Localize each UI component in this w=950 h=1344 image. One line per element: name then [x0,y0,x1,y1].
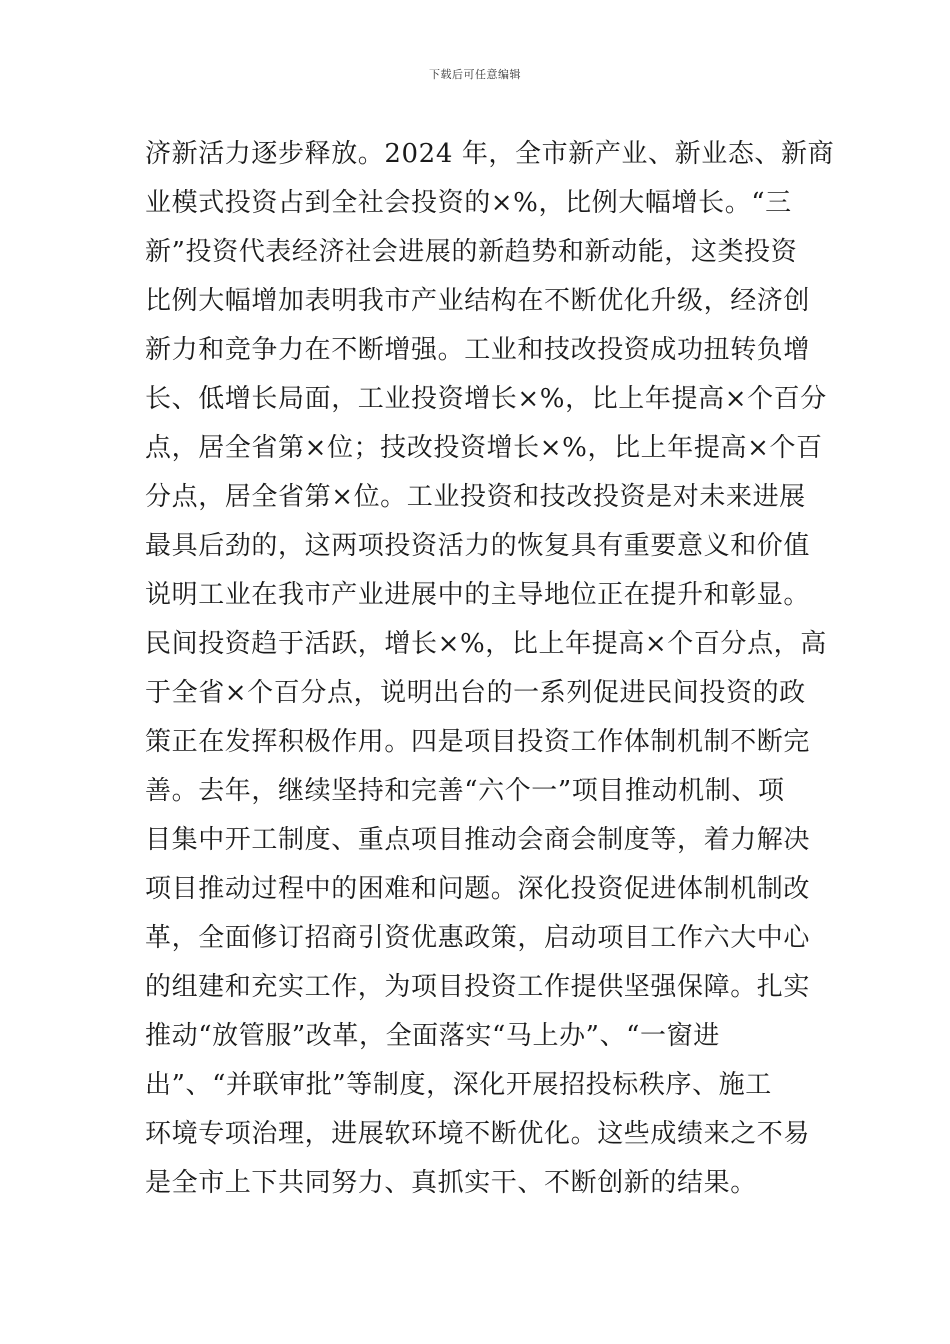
body-line: 新力和竞争力在不断增强。工业和技改投资成功扭转负增 [145,335,811,365]
body-line: 于全省×个百分点，说明出台的一系列促进民间投资的政 [145,678,806,708]
body-line: 济新活力逐步释放。2024 年，全市新产业、新业态、新商 [145,139,835,169]
body-line: 最具后劲的，这两项投资活力的恢复具有重要意义和价值 [145,531,811,561]
body-line: 革，全面修订招商引资优惠政策，启动项目工作六大中心 [145,923,811,953]
body-line: 环境专项治理，进展软环境不断优化。这些成绩来之不易 [145,1119,811,1149]
document-body [145,130,835,1208]
body-line: 策正在发挥积极作用。四是项目投资工作体制机制不断完 [145,727,811,757]
body-line: 说明工业在我市产业进展中的主导地位正在提升和彰显。 [145,580,811,610]
page-header: 下载后可任意编辑 [429,68,521,81]
body-line: 长、低增长局面，工业投资增长×%，比上年提高×个百分 [145,384,827,414]
body-line: 民间投资趋于活跃，增长×%，比上年提高×个百分点，高 [145,629,827,659]
body-line: 点，居全省第×位；技改投资增长×%，比上年提高×个百 [145,433,823,463]
body-line: 善。去年，继续坚持和完善“六个一”项目推动机制、项 [145,776,785,806]
body-line: 目集中开工制度、重点项目推动会商会制度等，着力解决 [145,825,811,855]
body-line: 业模式投资占到全社会投资的×%，比例大幅增长。“三 [145,188,792,218]
body-line: 项目推动过程中的困难和问题。深化投资促进体制机制改 [145,874,811,904]
body-line: 比例大幅增加表明我市产业结构在不断优化升级，经济创 [145,286,811,316]
body-line: 的组建和充实工作，为项目投资工作提供坚强保障。扎实 [145,972,811,1002]
body-line: 分点，居全省第×位。工业投资和技改投资是对未来进展 [145,482,806,512]
body-line: 推动“放管服”改革，全面落实“马上办”、“一窗进 [145,1021,720,1051]
body-line: 出”、“并联审批”等制度，深化开展招投标秩序、施工 [145,1070,772,1100]
body-line: 新”投资代表经济社会进展的新趋势和新动能，这类投资 [145,237,798,267]
body-line: 是全市上下共同努力、真抓实干、不断创新的结果。 [145,1168,757,1198]
